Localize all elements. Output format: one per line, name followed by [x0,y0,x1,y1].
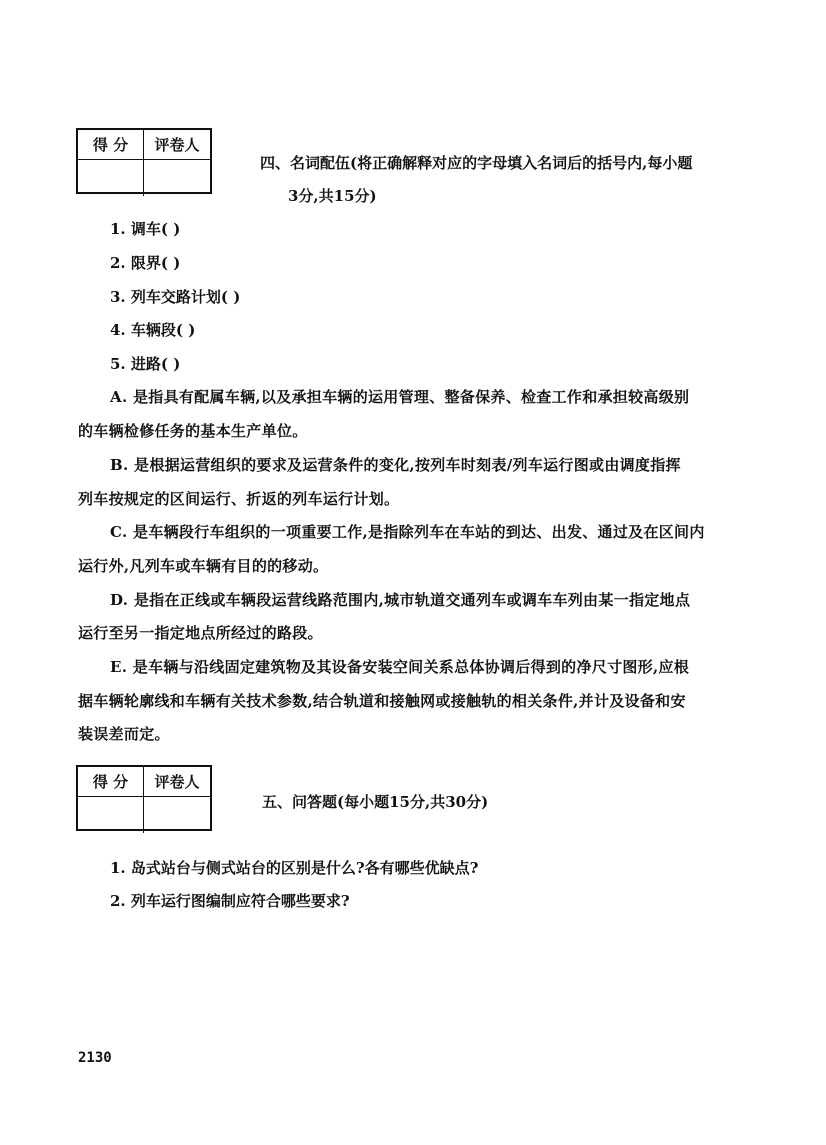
page-number: 2130 [78,1050,112,1066]
definition-e-line3: 装误差而定。 [78,725,170,743]
term-item: 1. 调车( ) [110,220,181,238]
definition-c-line1: C. 是车辆段行车组织的一项重要工作,是指除列车在车站的到达、出发、通过及在区间内 [110,523,705,541]
definition-b-line1: B. 是根据运营组织的要求及运营条件的变化,按列车时刻表/列车运行图或由调度指挥 [110,456,681,474]
grader-entry[interactable] [144,160,210,196]
term-item: 2. 限界( ) [110,254,181,272]
grader-label: 评卷人 [144,130,210,160]
score-entry[interactable] [78,160,144,196]
definition-a-line2: 的车辆检修任务的基本生产单位。 [78,422,308,440]
term-item: 4. 车辆段( ) [110,321,196,339]
score-box-section5 [76,765,212,831]
score-entry[interactable] [78,797,144,833]
score-label: 得 分 [78,130,144,160]
question-item: 1. 岛式站台与侧式站台的区别是什么?各有哪些优缺点? [110,859,479,877]
score-label: 得 分 [78,767,144,797]
section4-title-line2: 3分,共15分) [288,187,377,205]
definition-e-line1: E. 是车辆与沿线固定建筑物及其设备安装空间关系总体协调后得到的净尺寸图形,应根 [110,658,690,676]
question-item: 2. 列车运行图编制应符合哪些要求? [110,892,350,910]
term-item: 3. 列车交路计划( ) [110,288,241,306]
grader-entry[interactable] [144,797,210,833]
section4-title-line1: 四、名词配伍(将正确解释对应的字母填入名词后的括号内,每小题 [260,154,693,172]
term-item: 5. 进路( ) [110,355,181,373]
grader-label: 评卷人 [144,767,210,797]
definition-d-line1: D. 是指在正线或车辆段运营线路范围内,城市轨道交通列车或调车车列由某一指定地点 [110,591,691,609]
score-box-section4 [76,128,212,194]
definition-a-line1: A. 是指具有配属车辆,以及承担车辆的运用管理、整备保养、检查工作和承担较高级别 [110,388,690,406]
definition-b-line2: 列车按规定的区间运行、折返的列车运行计划。 [78,490,400,508]
definition-c-line2: 运行外,凡列车或车辆有目的的移动。 [78,557,329,575]
definition-e-line2: 据车辆轮廓线和车辆有关技术参数,结合轨道和接触网或接触轨的相关条件,并计及设备和安 [78,692,686,710]
section5-title: 五、问答题(每小题15分,共30分) [262,793,489,811]
definition-d-line2: 运行至另一指定地点所经过的路段。 [78,624,323,642]
